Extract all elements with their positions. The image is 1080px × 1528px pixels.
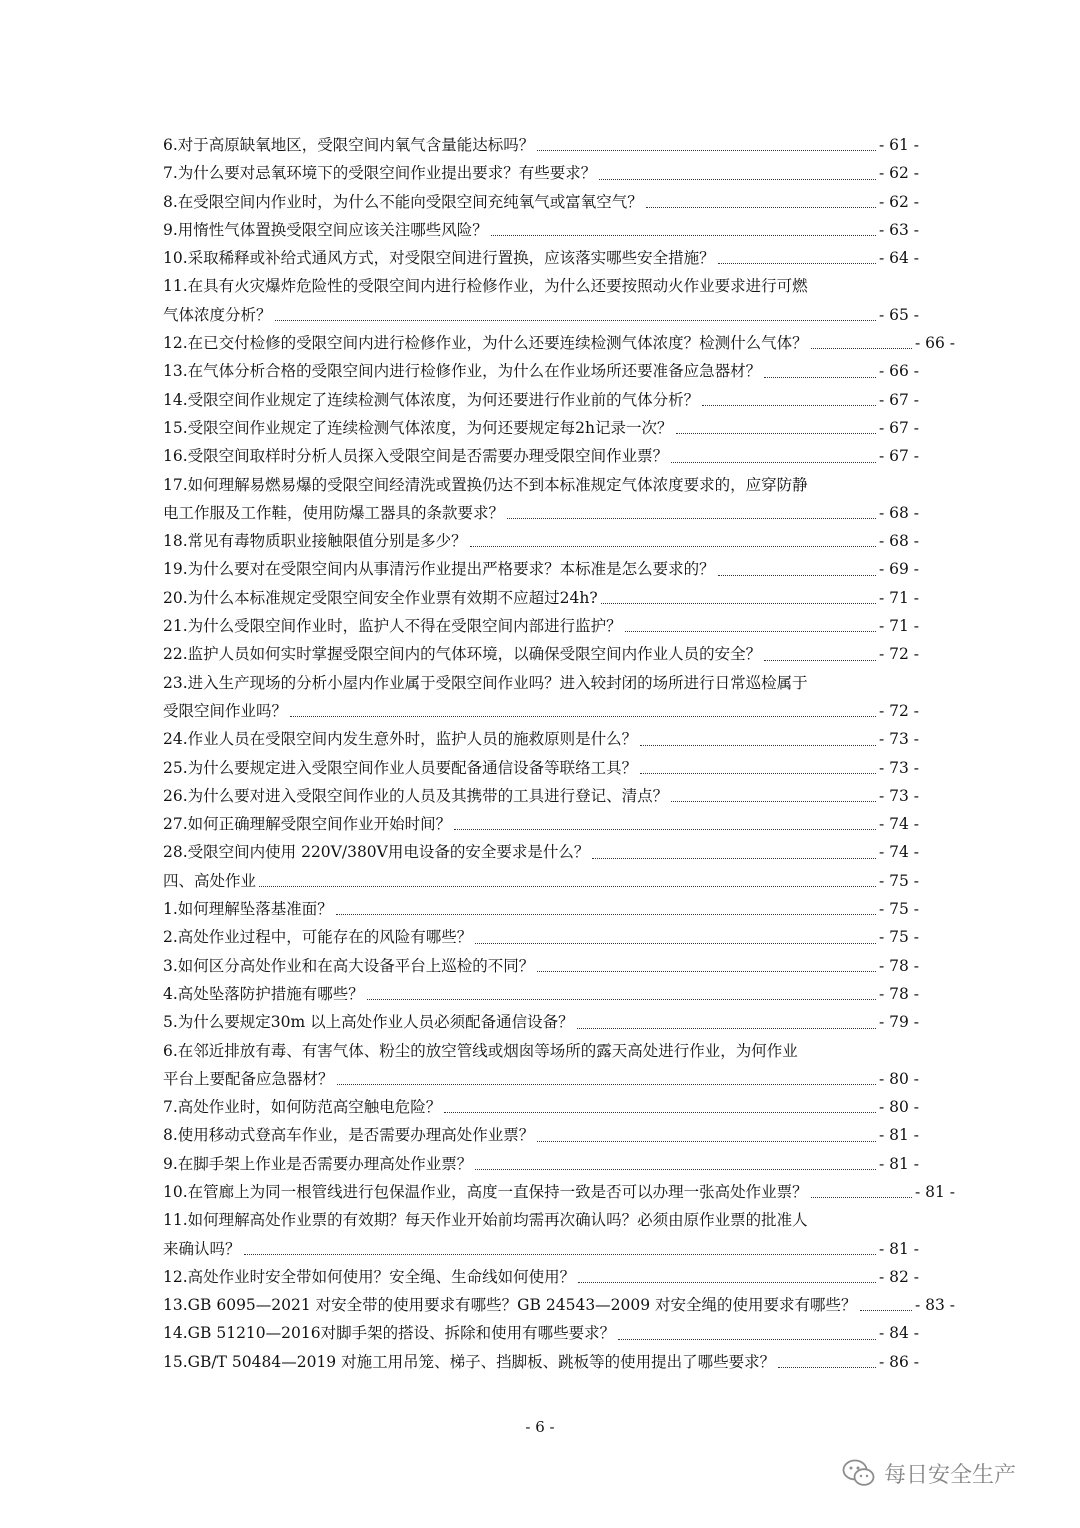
toc-entry-page: - 81 - [914,1182,955,1201]
toc-entry-page: - 73 - [878,730,919,749]
toc-entry-title: 15.GB/T 50484—2019 对施工用吊笼、梯子、挡脚板、跳板等的使用提出了哪些要求？ [163,1352,776,1371]
toc-entry-page: - 72 - [878,701,919,720]
toc-entry-title: 17.如何理解易燃易爆的受限空间经清洗或置换仍达不到本标准规定气体浓度要求的，应穿防静 [163,475,808,494]
toc-entry [163,159,919,187]
toc-dot-leader [577,1028,876,1029]
toc-entry-page: - 62 - [878,192,919,211]
toc-entry-title: 21.为什么受限空间作业时，监护人不得在受限空间内部进行监护？ [163,617,622,636]
toc-entry [163,1348,919,1376]
toc-dot-leader [454,829,876,830]
toc-entry-title: 27.如何正确理解受限空间作业开始时间？ [163,815,452,834]
toc-entry-title: 28.受限空间内使用 220V/380V用电设备的安全要求是什么？ [163,843,590,862]
toc-dot-leader [702,405,876,406]
toc-dot-leader [367,999,876,1000]
toc-entry-title: 12.高处作业时安全带如何使用？安全绳、生命线如何使用？ [163,1267,576,1286]
toc-entry [163,1121,919,1149]
toc-entry-page: - 69 - [878,560,919,579]
toc-dot-leader [676,433,876,434]
toc-entry-line [163,471,955,499]
toc-entry-title: 22.监护人员如何实时掌握受限空间内的气体环境，以确保受限空间内作业人员的安全？ [163,645,762,664]
toc-entry-page: - 67 - [878,418,919,437]
toc-entry [163,838,919,866]
toc-entry-page: - 78 - [878,956,919,975]
toc-entry-line [163,272,955,300]
toc-entry [163,1263,919,1291]
toc-entry-title: 19.为什么要对在受限空间内从事清污作业提出严格要求？本标准是怎么要求的？ [163,560,715,579]
toc-entry-line [163,1065,919,1093]
toc-dot-leader [640,773,876,774]
toc-entry-page: - 68 - [878,503,919,522]
toc-dot-leader [537,971,876,972]
toc-entry-title: 3.如何区分高处作业和在高大设备平台上巡检的不同？ [163,956,535,975]
toc-entry [163,923,919,951]
toc-entry [163,1093,919,1121]
toc-entry [163,329,955,357]
toc-entry-page: - 83 - [914,1296,955,1315]
toc-dot-leader [475,943,876,944]
toc-entry [163,980,919,1008]
toc-entry [163,1319,919,1347]
toc-entry-title: 1.如何理解坠落基准面？ [163,900,333,919]
toc-entry [163,216,919,244]
toc-dot-leader [470,546,876,547]
wechat-icon [842,1458,876,1488]
toc-entry [163,1008,919,1036]
toc-dot-leader [764,377,876,378]
toc-entry-title: 四、高处作业 [163,871,257,890]
toc-dot-leader [718,575,876,576]
toc-entry-page: - 82 - [878,1267,919,1286]
toc-entry [163,386,919,414]
toc-dot-leader [578,1282,876,1283]
toc-dot-leader [671,801,876,802]
toc-entry [163,584,919,612]
toc-entry-title-cont: 来确认吗？ [163,1239,241,1258]
toc-entry-page: - 68 - [878,532,919,551]
toc-entry-title-cont: 平台上要配备应急器材？ [163,1069,334,1088]
toc-dot-leader [259,886,876,887]
toc-entry-page: - 67 - [878,447,919,466]
toc-entry-title: 10.在管廊上为同一根管线进行包保温作业，高度一直保持一致是否可以办理一张高处作业票？ [163,1182,808,1201]
toc-entry-page: - 75 - [878,900,919,919]
toc-entry-page: - 72 - [878,645,919,664]
toc-entry-title-cont: 气体浓度分析？ [163,305,272,324]
toc-entry-line [163,499,919,527]
toc-dot-leader [491,235,876,236]
toc-entry [163,952,919,980]
toc-dot-leader [640,745,876,746]
toc-dot-leader [618,1339,876,1340]
toc-entry [163,867,919,895]
toc-entry [163,782,919,810]
toc-entry-title: 6.在邻近排放有毒、有害气体、粉尘的放空管线或烟囱等场所的露天高处进行作业，为何作业 [163,1041,798,1060]
toc-dot-leader [475,1169,876,1170]
toc-entry-title: 13.在气体分析合格的受限空间内进行检修作业，为什么在作业场所还要准备应急器材？ [163,362,762,381]
toc-entry-title: 26.为什么要对进入受限空间作业的人员及其携带的工具进行登记、清点？ [163,786,669,805]
toc-entry-page: - 73 - [878,786,919,805]
toc-entry [163,1291,955,1319]
toc-entry [163,754,919,782]
toc-entry-title: 11.在具有火灾爆炸危险性的受限空间内进行检修作业，为什么还要按照动火作业要求进行可燃 [163,277,808,296]
toc-dot-leader [537,150,876,151]
toc-entry-title: 7.高处作业时，如何防范高空触电危险？ [163,1098,442,1117]
toc-entry-line [163,301,919,329]
toc-dot-leader [336,914,876,915]
toc-entry-title: 14.受限空间作业规定了连续检测气体浓度，为何还要进行作业前的气体分析？ [163,390,700,409]
toc-dot-leader [601,603,876,604]
watermark [842,1455,1016,1491]
toc-dot-leader [778,1367,876,1368]
toc-entry-page: - 75 - [878,871,919,890]
toc-dot-leader [275,320,876,321]
toc-entry [163,188,919,216]
toc-entry-page: - 64 - [878,249,919,268]
toc-dot-leader [764,660,876,661]
toc-entry-page: - 81 - [878,1239,919,1258]
toc-entry-page: - 81 - [878,1154,919,1173]
page-number: - 6 - [525,1418,555,1436]
toc-entry-line [163,1206,955,1234]
toc-entry-title: 12.在已交付检修的受限空间内进行检修作业，为什么还要连续检测气体浓度？检测什么气体？ [163,334,808,353]
toc-dot-leader [592,858,876,859]
toc-dot-leader [811,348,912,349]
toc-dot-leader [337,1084,876,1085]
toc-entry-line [163,1235,919,1263]
toc-entry-title: 18.常见有毒物质职业接触限值分别是多少？ [163,532,467,551]
toc-dot-leader [244,1254,876,1255]
toc-dot-leader [290,716,876,717]
toc-entry-title: 24.作业人员在受限空间内发生意外时，监护人员的施救原则是什么？ [163,730,638,749]
toc-dot-leader [625,631,876,632]
toc-entry [163,414,919,442]
toc-entry-page: - 86 - [878,1352,919,1371]
toc-dot-leader [444,1112,876,1113]
toc-entry-page: - 61 - [878,136,919,154]
toc-entry-title: 13.GB 6095—2021 对安全带的使用要求有哪些？GB 24543—2009 对安全绳的使用要求有哪些？ [163,1296,857,1315]
toc-entry-title: 8.在受限空间内作业时，为什么不能向受限空间充纯氧气或富氧空气？ [163,192,643,211]
toc-entry-page: - 66 - [878,362,919,381]
toc-entry-page: - 75 - [878,928,919,947]
toc-entry-title: 11.如何理解高处作业票的有效期？每天作业开始前均需再次确认吗？必须由原作业票的批准人 [163,1211,808,1230]
toc-entry-title: 14.GB 51210—2016对脚手架的搭设、拆除和使用有哪些要求？ [163,1324,616,1343]
toc-entry-title: 9.用惰性气体置换受限空间应该关注哪些风险？ [163,220,488,239]
toc-entry [163,640,919,668]
toc-dot-leader [507,518,876,519]
toc-entry [163,810,919,838]
toc-entry-title: 2.高处作业过程中，可能存在的风险有哪些？ [163,928,473,947]
toc-dot-leader [646,207,876,208]
toc-entry-title: 23.进入生产现场的分析小屋内作业属于受限空间作业吗？进入较封闭的场所进行日常巡检属于 [163,673,808,692]
toc-entry-page: - 65 - [878,305,919,324]
toc-dot-leader [860,1310,912,1311]
toc-entry-line [163,697,919,725]
toc-entry-line [163,1037,955,1065]
toc-entry-page: - 74 - [878,843,919,862]
toc-dot-leader [671,462,876,463]
toc-entry-title: 25.为什么要规定进入受限空间作业人员要配备通信设备等联络工具？ [163,758,638,777]
toc-entry [163,442,919,470]
toc-dot-leader [537,1141,876,1142]
toc-entry-page: - 81 - [878,1126,919,1145]
toc-entry [163,612,919,640]
toc-entry-title-cont: 电工作服及工作鞋，使用防爆工器具的条款要求？ [163,503,505,522]
toc-entry [163,357,919,385]
toc-entry [163,131,919,159]
toc-entry-title: 7.为什么要对忌氧环境下的受限空间作业提出要求？有些要求？ [163,164,597,183]
watermark-text: 每日安全生产 [884,1462,1017,1488]
toc-entry-title: 9.在脚手架上作业是否需要办理高处作业票？ [163,1154,473,1173]
toc-entry-title: 8.使用移动式登高车作业，是否需要办理高处作业票？ [163,1126,535,1145]
toc-entry-title-cont: 受限空间作业吗？ [163,701,288,720]
toc-entry-page: - 71 - [878,617,919,636]
toc-entry-page: - 71 - [878,588,919,607]
toc-entry-page: - 62 - [878,164,919,183]
toc-dot-leader [599,179,876,180]
toc-entry-page: - 84 - [878,1324,919,1343]
toc-entry-title: 6.对于高原缺氧地区，受限空间内氧气含量能达标吗？ [163,136,535,154]
toc-entry-page: - 78 - [878,984,919,1003]
toc-entry-title: 10.采取稀释或补给式通风方式，对受限空间进行置换，应该落实哪些安全措施？ [163,249,715,268]
toc-entry [163,555,919,583]
toc-entry-page: - 66 - [914,334,955,353]
toc-entry-page: - 79 - [878,1013,919,1032]
toc-entry [163,895,919,923]
toc-entry-title: 5.为什么要规定30m 以上高处作业人员必须配备通信设备？ [163,1013,574,1032]
toc-entry-title: 15.受限空间作业规定了连续检测气体浓度，为何还要规定每2h记录一次？ [163,418,673,437]
toc-entry-page: - 74 - [878,815,919,834]
toc-dot-leader [811,1197,912,1198]
toc-entry-page: - 73 - [878,758,919,777]
toc-entry [163,1150,919,1178]
toc-entry-line [163,669,955,697]
toc-entry-page: - 80 - [878,1098,919,1117]
toc-entry [163,725,919,753]
toc-entry-title: 4.高处坠落防护措施有哪些？ [163,984,364,1003]
toc-entry [163,244,919,272]
toc-entry-page: - 67 - [878,390,919,409]
toc-entry-title: 20.为什么本标准规定受限空间安全作业票有效期不应超过24h? [163,588,598,607]
table-of-contents [163,131,955,1376]
toc-entry [163,527,919,555]
toc-entry-title: 16.受限空间取样时分析人员探入受限空间是否需要办理受限空间作业票？ [163,447,669,466]
toc-entry-page: - 63 - [878,220,919,239]
toc-entry-page: - 80 - [878,1069,919,1088]
toc-dot-leader [718,263,876,264]
toc-entry [163,1178,955,1206]
